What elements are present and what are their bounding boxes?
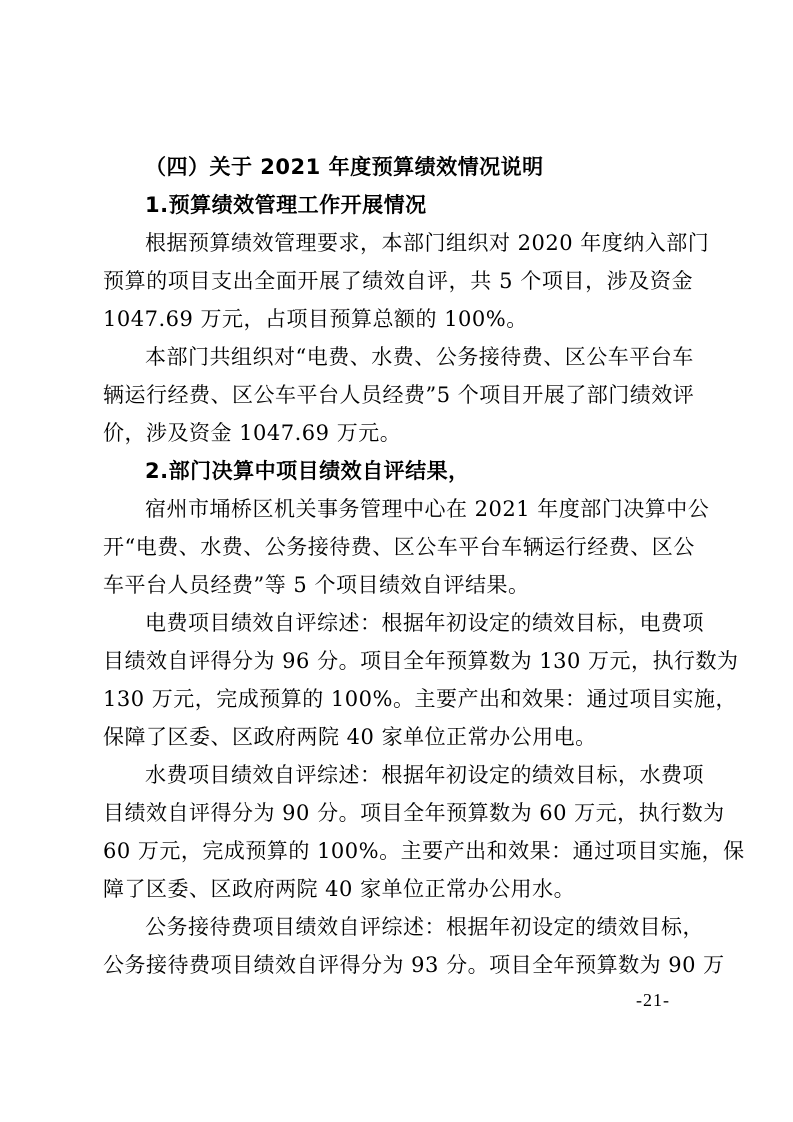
paragraph-line: 价，涉及资金 1047.69 万元。 (103, 421, 402, 445)
subsection-1-heading: 1.预算绩效管理工作开展情况 (145, 193, 427, 217)
subsection-2-heading: 2.部门决算中项目绩效自评结果， (145, 459, 470, 483)
paragraph-line: 根据预算绩效管理要求，本部门组织对 2020 年度纳入部门 (145, 231, 710, 255)
paragraph-line: 保障了区委、区政府两院 40 家单位正常办公用电。 (103, 725, 597, 749)
paragraph-line: 1047.69 万元，占项目预算总额的 100%。 (103, 307, 528, 331)
paragraph-line: 宿州市埇桥区机关事务管理中心在 2021 年度部门决算中公 (145, 497, 710, 521)
paragraph-line: 辆运行经费、区公车平台人员经费”5 个项目开展了部门绩效评 (103, 383, 695, 407)
paragraph-line: 预算的项目支出全面开展了绩效自评，共 5 个项目，涉及资金 (103, 269, 693, 293)
paragraph-line: 公务接待费项目绩效自评得分为 93 分。项目全年预算数为 90 万 (103, 953, 725, 977)
paragraph-line: 130 万元，完成预算的 100%。主要产出和效果：通过项目实施， (103, 687, 737, 711)
paragraph-line: 水费项目绩效自评综述：根据年初设定的绩效目标，水费项 (145, 763, 704, 787)
paragraph-line: 障了区委、区政府两院 40 家单位正常办公用水。 (103, 877, 576, 901)
paragraph-budget-requirements (103, 224, 710, 338)
paragraph-line: 目绩效自评得分为 90 分。项目全年预算数为 60 万元，执行数为 (103, 801, 725, 825)
document-body (103, 148, 745, 984)
paragraph-line: 开“电费、水费、公务接待费、区公车平台车辆运行经费、区公 (103, 535, 695, 559)
paragraph-line: 电费项目绩效自评综述：根据年初设定的绩效目标，电费项 (145, 611, 704, 635)
page-number: -21- (636, 990, 670, 1010)
paragraph-disclosure (103, 490, 710, 604)
section-heading: （四）关于 2021 年度预算绩效情况说明 (145, 155, 544, 179)
paragraph-line: 车平台人员经费”等 5 个项目绩效自评结果。 (103, 573, 530, 597)
paragraph-water (103, 756, 745, 908)
paragraph-electricity (103, 604, 739, 756)
paragraph-line: 60 万元，完成预算的 100%。主要产出和效果：通过项目实施，保 (103, 839, 745, 863)
paragraph-line: 目绩效自评得分为 96 分。项目全年预算数为 130 万元，执行数为 (103, 649, 739, 673)
paragraph-reception (103, 908, 725, 984)
paragraph-line: 本部门共组织对“电费、水费、公务接待费、区公车平台车 (145, 345, 694, 369)
paragraph-department-evaluation (103, 338, 693, 452)
paragraph-line: 公务接待费项目绩效自评综述：根据年初设定的绩效目标， (145, 915, 704, 939)
